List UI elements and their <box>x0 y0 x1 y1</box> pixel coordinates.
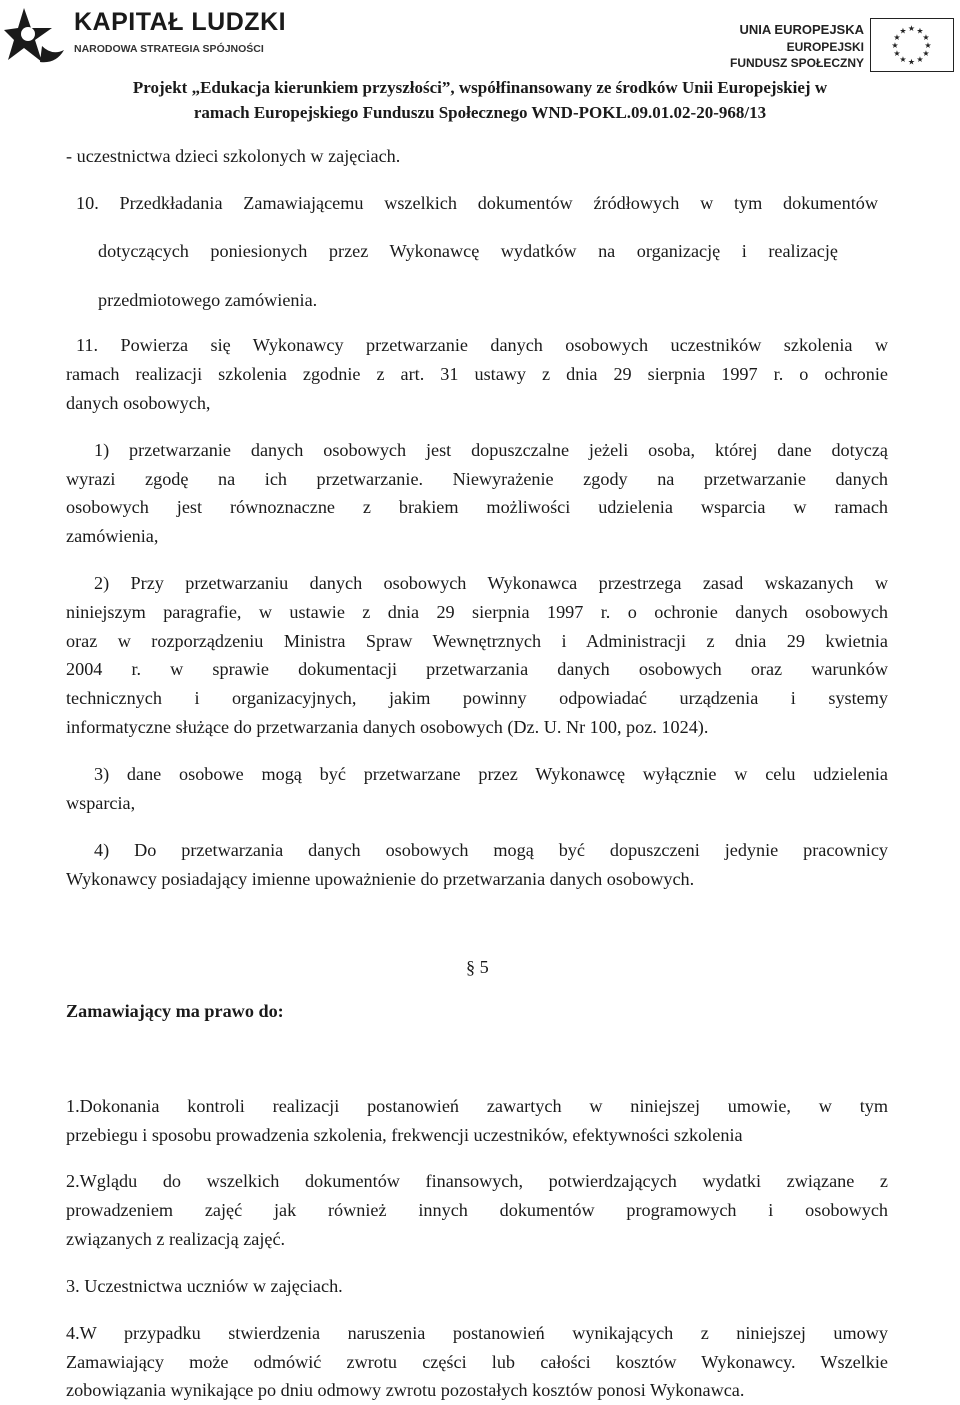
item-4-line1: 4) Do przetwarzania danych osobowych mogą być dopuszczeni jedynie pracownicy <box>94 840 888 860</box>
section-mark: § 5 <box>466 957 489 977</box>
item-3-line1: 3) dane osobowe mogą być przetwarzane przez Wykonawcę wyłącznie w celu udzielenia <box>94 764 888 784</box>
svg-text:★: ★ <box>893 33 901 42</box>
item-2-line5: technicznych i organizacyjnych, jakim powinny odpowiadać urządzenia i systemy <box>66 688 888 708</box>
paragraph-10-line3: przedmiotowego zamówienia. <box>98 290 318 310</box>
right-2-line1: 2.Wglądu do wszelkich dokumentów finansowych, potwierdzających wydatki związane z <box>66 1171 888 1191</box>
logo-subtitle: NARODOWA STRATEGIA SPÓJNOŚCI <box>74 43 264 55</box>
svg-text:★: ★ <box>916 26 924 36</box>
right-4-line1: 4.W przypadku stwierdzenia naruszenia postanowień wynikających z niniejszej umowy <box>66 1323 888 1343</box>
svg-text:★: ★ <box>891 41 899 50</box>
right-2-line3: związanych z realizacją zajęć. <box>66 1229 286 1249</box>
project-line-2: ramach Europejskiego Funduszu Społecznego WND-POKL.09.01.02-20-968/13 <box>193 103 767 122</box>
item-2-line2: niniejszym paragrafie, w ustawie z dnia 29 sierpnia 1997 r. o ochronie danych osobowych <box>66 602 888 622</box>
svg-text:★: ★ <box>899 55 907 64</box>
svg-text:★: ★ <box>922 49 930 58</box>
kapital-ludzki-logo <box>4 6 287 70</box>
logo-title: KAPITAŁ LUDZKI <box>74 8 287 36</box>
svg-text:★: ★ <box>907 24 916 33</box>
eu-logo <box>729 18 954 72</box>
right-1-line2: przebiegu i sposobu prowadzenia szkolenia, frekwencji uczestników, efektywności szkolenia <box>66 1125 743 1145</box>
eu-logo-line3: FUNDUSZ SPOŁECZNY <box>729 56 864 70</box>
eu-logo-line1: UNIA EUROPEJSKA <box>739 22 864 37</box>
svg-text:★: ★ <box>924 41 932 50</box>
right-2-line2: prowadzeniem zajęć jak również innych dokumentów programowych i osobowych <box>66 1200 888 1220</box>
item-1-line3: osobowych jest równoznaczne z brakiem możliwości udzielenia wsparcia w ramach <box>66 497 888 517</box>
paragraph-11-line1: 11. Powierza się Wykonawcy przetwarzanie danych osobowych uczestników szkolenia w <box>76 335 888 355</box>
item-1-line1: 1) przetwarzanie danych osobowych jest dopuszczalne jeżeli osoba, której dane dotyczą <box>94 440 888 460</box>
item-2-line3: oraz w rozporządzeniu Ministra Spraw Wewnętrznych i Administracji z dnia 29 kwietnia <box>66 631 888 651</box>
svg-text:★: ★ <box>893 49 901 58</box>
item-3-line2: wsparcia, <box>66 793 136 813</box>
paragraph-11-line3: danych osobowych, <box>66 393 211 413</box>
svg-text:★: ★ <box>907 57 916 67</box>
svg-text:★: ★ <box>922 33 930 42</box>
paragraph-10-line1: 10. Przedkładania Zamawiającemu wszelkich dokumentów źródłowych w tym dokumentów <box>76 193 878 213</box>
item-1-line4: zamówienia, <box>66 526 159 546</box>
eu-flag-icon <box>870 18 954 72</box>
right-4-line3: zobowiązania wynikające po dniu odmowy zwrotu pozostałych kosztów ponosi Wykonawca. <box>66 1380 745 1400</box>
section-heading: Zamawiający ma prawo do: <box>66 1001 284 1021</box>
svg-text:★: ★ <box>899 26 907 36</box>
right-3: 3. Uczestnictwa uczniów w zajęciach. <box>66 1276 343 1296</box>
kapital-ludzki-star-icon <box>4 6 68 70</box>
project-line-1: Projekt „Edukacja kierunkiem przyszłości”, współfinansowany ze środków Unii Europejskiej w <box>132 78 828 97</box>
item-4-line2: Wykonawcy posiadający imienne upoważnienie do przetwarzania danych osobowych. <box>66 869 695 889</box>
eu-logo-line2: EUROPEJSKI <box>786 40 864 54</box>
item-2-line6: informatyczne służące do przetwarzania danych osobowych (Dz. U. Nr 100, poz. 1024). <box>66 717 709 737</box>
right-1-line1: 1.Dokonania kontroli realizacji postanowień zawartych w niniejszej umowie, w tym <box>66 1096 888 1116</box>
right-4-line2: Zamawiający może odmówić zwrotu części lub całości kosztów Wykonawcy. Wszelkie <box>66 1352 888 1372</box>
paragraph-10-line2: dotyczących poniesionych przez Wykonawcę wydatków na organizację i realizację <box>98 241 838 261</box>
item-2-line4: 2004 r. w sprawie dokumentacji przetwarzania danych osobowych oraz warunków <box>66 659 888 679</box>
paragraph-11-line2: ramach realizacji szkolenia zgodnie z art. 31 ustawy z dnia 29 sierpnia 1997 r. o ochronie <box>66 364 888 384</box>
item-1-line2: wyrazi zgodę na ich przetwarzanie. Niewyrażenie zgody na przetwarzanie danych <box>66 469 888 489</box>
item-2-line1: 2) Przy przetwarzaniu danych osobowych Wykonawca przestrzega zasad wskazanych w <box>94 573 888 593</box>
paragraph-participation: - uczestnictwa dzieci szkolonych w zajęciach. <box>66 146 401 166</box>
svg-text:★: ★ <box>916 55 924 64</box>
